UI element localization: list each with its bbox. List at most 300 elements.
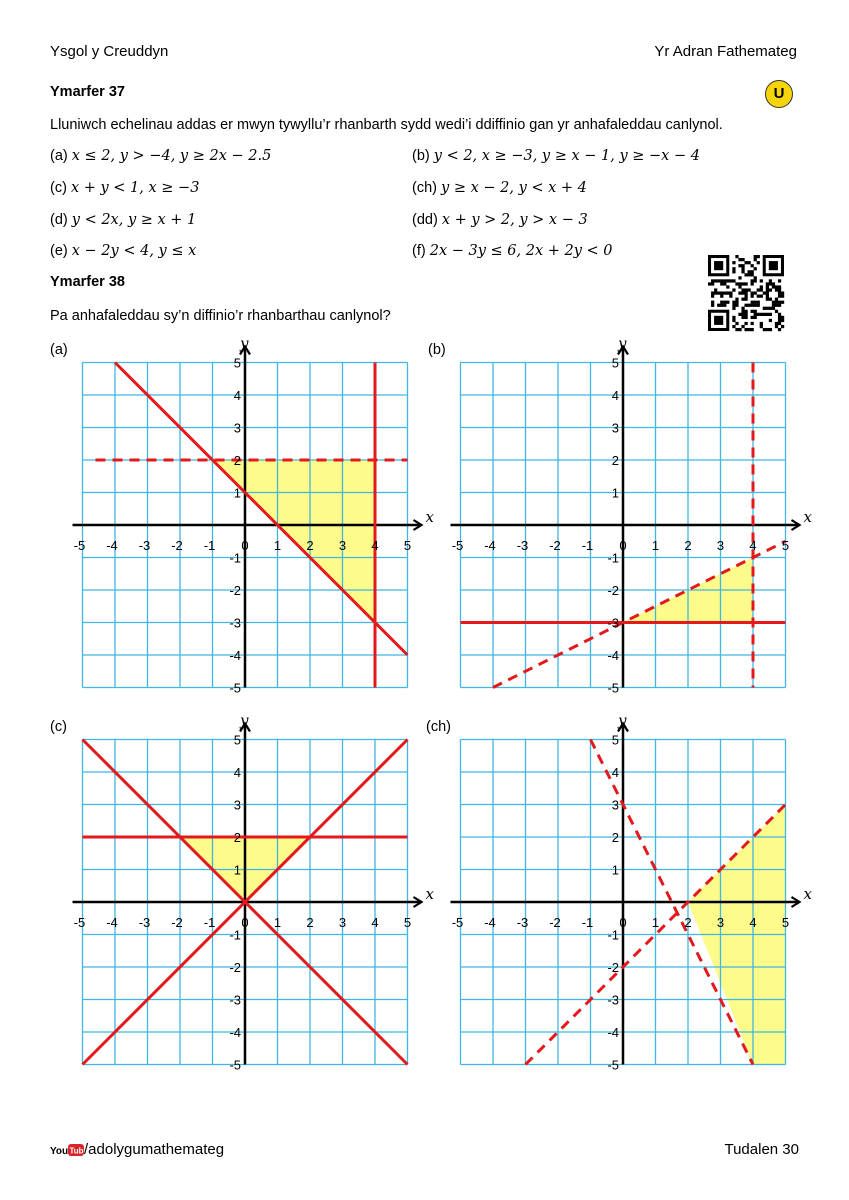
qr-module bbox=[754, 313, 757, 316]
qr-module bbox=[781, 291, 784, 294]
y-axis-title: y bbox=[618, 711, 627, 730]
y-tick-label: 1 bbox=[233, 485, 241, 501]
qr-module bbox=[754, 316, 757, 319]
qr-module bbox=[751, 328, 754, 331]
qr-module bbox=[754, 291, 757, 294]
qr-module bbox=[775, 322, 778, 325]
qr-module bbox=[760, 313, 763, 316]
qr-module bbox=[754, 279, 757, 282]
qr-module bbox=[772, 285, 775, 288]
qr-module bbox=[732, 304, 735, 307]
qr-module bbox=[735, 255, 738, 258]
qr-module bbox=[744, 316, 747, 319]
qr-module bbox=[754, 255, 757, 258]
y-tick-label: -3 bbox=[229, 615, 241, 631]
qr-module bbox=[763, 313, 766, 316]
y-tick-label: 4 bbox=[611, 765, 619, 780]
svg-text:Tube: Tube bbox=[69, 1146, 89, 1156]
x-tick-label: 0 bbox=[241, 538, 249, 553]
y-tick-label: 2 bbox=[233, 830, 241, 845]
qr-module bbox=[735, 304, 738, 307]
qr-module bbox=[717, 279, 720, 282]
x-tick-label: -1 bbox=[581, 538, 594, 553]
y-axis-title: y bbox=[618, 334, 627, 353]
x-tick-label: 1 bbox=[273, 538, 282, 553]
y-tick-label: 4 bbox=[233, 765, 241, 780]
qr-module bbox=[754, 258, 757, 261]
qr-module bbox=[760, 322, 763, 325]
x-tick-label: 1 bbox=[273, 915, 282, 930]
qr-module bbox=[766, 313, 769, 316]
qr-module bbox=[726, 291, 729, 294]
qr-module bbox=[744, 261, 747, 264]
x-tick-label: -5 bbox=[73, 538, 86, 553]
qr-module bbox=[760, 285, 763, 288]
x-tick-label: -1 bbox=[203, 538, 216, 553]
x-tick-label: -2 bbox=[171, 538, 183, 553]
qr-module bbox=[766, 328, 769, 331]
qr-module bbox=[778, 288, 781, 291]
level-badge: U bbox=[765, 80, 793, 108]
graph-c bbox=[50, 711, 434, 1087]
qr-module bbox=[729, 295, 732, 298]
x-tick-label: -4 bbox=[484, 538, 496, 553]
qr-module bbox=[775, 285, 778, 288]
qr-module bbox=[744, 322, 747, 325]
qr-module bbox=[744, 328, 747, 331]
qr-module bbox=[757, 301, 760, 304]
qr-module bbox=[757, 295, 760, 298]
qr-module bbox=[738, 264, 741, 267]
qr-module bbox=[748, 273, 751, 276]
qr-module bbox=[760, 279, 763, 282]
x-tick-label: 5 bbox=[403, 915, 412, 930]
qr-module bbox=[723, 279, 726, 282]
qr-module bbox=[732, 316, 735, 319]
x-tick-label: -4 bbox=[106, 915, 118, 930]
y-tick-label: -2 bbox=[607, 583, 619, 598]
qr-module bbox=[781, 295, 784, 298]
qr-module bbox=[744, 282, 747, 285]
qr-module bbox=[741, 307, 744, 310]
qr-module bbox=[723, 301, 726, 304]
qr-module bbox=[720, 295, 723, 298]
qr-module bbox=[735, 301, 738, 304]
qr-module bbox=[751, 316, 754, 319]
qr-module bbox=[778, 322, 781, 325]
y-tick-label: -4 bbox=[229, 1025, 241, 1040]
youtube-logo-icon bbox=[50, 1142, 89, 1158]
qr-module bbox=[763, 328, 766, 331]
qr-module bbox=[751, 310, 754, 313]
qr-module bbox=[723, 304, 726, 307]
y-tick-label: 1 bbox=[233, 862, 241, 878]
x-tick-label: 3 bbox=[716, 915, 725, 930]
youtube-channel-name[interactable]: /adolygumathemateg bbox=[84, 1141, 225, 1158]
x-tick-label: 0 bbox=[241, 915, 249, 930]
x-tick-label: -2 bbox=[549, 915, 561, 930]
qr-module bbox=[723, 282, 726, 285]
x-tick-label: -3 bbox=[138, 915, 151, 930]
qr-module bbox=[781, 316, 784, 319]
qr-module bbox=[766, 307, 769, 310]
qr-module bbox=[778, 328, 781, 331]
x-tick-label: 4 bbox=[371, 915, 379, 930]
qr-module bbox=[754, 276, 757, 279]
exercise-37-instruction: Lluniwch echelinau addas er mwyn tywyllu’r rhanbarth sydd wedi’i ddiffinio gan yr anhafaleddau canlynol. bbox=[50, 117, 723, 133]
y-tick-label: -5 bbox=[229, 1057, 241, 1073]
qr-module bbox=[751, 322, 754, 325]
x-axis-title: x bbox=[425, 885, 434, 903]
qr-module bbox=[738, 285, 741, 288]
qr-module bbox=[732, 288, 735, 291]
y-tick-label: -3 bbox=[607, 615, 619, 631]
qr-finder-core bbox=[714, 261, 723, 270]
qr-module bbox=[778, 313, 781, 316]
qr-module bbox=[744, 298, 747, 301]
x-tick-label: 3 bbox=[338, 915, 347, 930]
y-tick-label: 3 bbox=[611, 797, 619, 813]
ex37-item-a: (a) x ≤ 2, y > −4, y ≥ 2x − 2.5 bbox=[50, 148, 272, 164]
qr-module bbox=[744, 291, 747, 294]
x-tick-label: -3 bbox=[516, 915, 529, 930]
qr-module bbox=[714, 279, 717, 282]
qr-module bbox=[726, 285, 729, 288]
qr-module bbox=[772, 282, 775, 285]
qr-module bbox=[766, 298, 769, 301]
qr-module bbox=[751, 291, 754, 294]
graph-b bbox=[425, 334, 812, 710]
qr-module bbox=[763, 307, 766, 310]
qr-module bbox=[757, 304, 760, 307]
qr-module bbox=[751, 301, 754, 304]
y-tick-label: 5 bbox=[233, 355, 241, 371]
qr-module bbox=[741, 267, 744, 270]
y-tick-label: -3 bbox=[229, 992, 241, 1008]
x-tick-label: 5 bbox=[781, 915, 790, 930]
x-tick-label: 0 bbox=[619, 538, 627, 553]
qr-module bbox=[723, 291, 726, 294]
qr-module bbox=[751, 304, 754, 307]
qr-module bbox=[775, 304, 778, 307]
qr-module bbox=[778, 304, 781, 307]
x-tick-label: 1 bbox=[651, 915, 660, 930]
y-tick-label: 2 bbox=[611, 830, 619, 845]
qr-module bbox=[748, 328, 751, 331]
qr-module bbox=[778, 316, 781, 319]
x-tick-label: 2 bbox=[684, 915, 692, 930]
ex37-item-d: (d) y < 2x, y ≥ x + 1 bbox=[50, 212, 197, 228]
graph-c-label: (c) bbox=[50, 719, 67, 735]
qr-module bbox=[738, 282, 741, 285]
qr-module bbox=[735, 298, 738, 301]
qr-module bbox=[778, 279, 781, 282]
y-tick-label: 4 bbox=[611, 388, 619, 403]
x-tick-label: 0 bbox=[619, 915, 627, 930]
y-tick-label: -2 bbox=[229, 960, 241, 975]
qr-module bbox=[778, 301, 781, 304]
qr-finder-core bbox=[714, 316, 723, 325]
qr-module bbox=[748, 270, 751, 273]
qr-module bbox=[760, 295, 763, 298]
qr-module bbox=[744, 310, 747, 313]
qr-module bbox=[735, 322, 738, 325]
qr-module bbox=[772, 307, 775, 310]
qr-module bbox=[751, 273, 754, 276]
department-name: Yr Adran Fathemateg bbox=[654, 43, 797, 60]
y-tick-label: 3 bbox=[233, 797, 241, 813]
y-tick-label: -5 bbox=[607, 1057, 619, 1073]
x-tick-label: 5 bbox=[403, 538, 412, 553]
x-tick-label: -3 bbox=[138, 538, 151, 553]
qr-module bbox=[720, 291, 723, 294]
graph-b-label: (b) bbox=[428, 342, 446, 358]
ex37-item-f: (f) 2x − 3y ≤ 6, 2x + 2y < 0 bbox=[412, 243, 613, 259]
qr-module bbox=[735, 328, 738, 331]
qr-module bbox=[711, 282, 714, 285]
y-tick-label: 5 bbox=[611, 732, 619, 748]
qr-module bbox=[744, 273, 747, 276]
graph-a bbox=[50, 334, 434, 710]
y-tick-label: -1 bbox=[229, 927, 241, 943]
y-tick-label: 5 bbox=[611, 355, 619, 371]
qr-module bbox=[738, 313, 741, 316]
qr-module bbox=[754, 267, 757, 270]
qr-module bbox=[754, 310, 757, 313]
qr-module bbox=[757, 288, 760, 291]
y-tick-label: -2 bbox=[607, 960, 619, 975]
school-name: Ysgol y Creuddyn bbox=[50, 43, 169, 60]
graph-a-label: (a) bbox=[50, 342, 68, 358]
qr-module bbox=[741, 310, 744, 313]
x-tick-label: -5 bbox=[73, 915, 86, 930]
y-tick-label: -4 bbox=[607, 648, 619, 663]
qr-module bbox=[744, 304, 747, 307]
qr-module bbox=[729, 279, 732, 282]
y-tick-label: -1 bbox=[607, 550, 619, 566]
qr-module bbox=[769, 328, 772, 331]
x-tick-label: -1 bbox=[203, 915, 216, 930]
qr-module bbox=[744, 313, 747, 316]
y-tick-label: -1 bbox=[607, 927, 619, 943]
qr-module bbox=[778, 291, 781, 294]
qr-module bbox=[760, 288, 763, 291]
qr-module bbox=[741, 313, 744, 316]
qr-module bbox=[711, 291, 714, 294]
qr-module bbox=[741, 264, 744, 267]
qr-module bbox=[720, 279, 723, 282]
x-tick-label: 2 bbox=[306, 538, 314, 553]
x-tick-label: -3 bbox=[516, 538, 529, 553]
x-tick-label: 1 bbox=[651, 538, 660, 553]
qr-module bbox=[751, 264, 754, 267]
qr-module bbox=[751, 279, 754, 282]
qr-module bbox=[741, 291, 744, 294]
y-tick-label: 1 bbox=[611, 485, 619, 501]
ex37-item-ch: (ch) y ≥ x − 2, y < x + 4 bbox=[412, 180, 587, 196]
x-tick-label: -4 bbox=[484, 915, 496, 930]
x-tick-label: -4 bbox=[106, 538, 118, 553]
x-tick-label: -2 bbox=[171, 915, 183, 930]
qr-module bbox=[732, 267, 735, 270]
qr-module bbox=[769, 288, 772, 291]
qr-module bbox=[729, 291, 732, 294]
ex37-item-c: (c) x + y < 1, x ≥ −3 bbox=[50, 180, 200, 196]
qr-module bbox=[741, 316, 744, 319]
y-tick-label: 2 bbox=[233, 453, 241, 468]
qr-module bbox=[778, 285, 781, 288]
qr-module bbox=[711, 301, 714, 304]
qr-module bbox=[726, 279, 729, 282]
x-tick-label: 3 bbox=[338, 538, 347, 553]
qr-module bbox=[766, 282, 769, 285]
qr-module bbox=[772, 301, 775, 304]
qr-module bbox=[738, 291, 741, 294]
qr-module bbox=[732, 270, 735, 273]
qr-module bbox=[748, 288, 751, 291]
exercise-38-question: Pa anhafaleddau sy’n diffinio’r rhanbarthau canlynol? bbox=[50, 308, 391, 324]
x-tick-label: 4 bbox=[371, 538, 379, 553]
qr-module bbox=[775, 310, 778, 313]
x-tick-label: -2 bbox=[549, 538, 561, 553]
x-tick-label: -1 bbox=[581, 915, 594, 930]
qr-module bbox=[732, 319, 735, 322]
y-tick-label: 2 bbox=[611, 453, 619, 468]
qr-module bbox=[772, 304, 775, 307]
qr-module bbox=[778, 295, 781, 298]
qr-module bbox=[720, 301, 723, 304]
x-axis-title: x bbox=[425, 508, 434, 526]
qr-module bbox=[711, 279, 714, 282]
exercise-37-title: Ymarfer 37 bbox=[50, 84, 125, 100]
qr-module bbox=[775, 288, 778, 291]
graph-ch-label: (ch) bbox=[426, 719, 451, 735]
qr-module bbox=[769, 319, 772, 322]
qr-module bbox=[741, 282, 744, 285]
qr-code[interactable] bbox=[708, 255, 784, 331]
graph-ch bbox=[425, 711, 812, 1087]
qr-module bbox=[781, 301, 784, 304]
svg-text:You: You bbox=[50, 1146, 69, 1158]
page-number: Tudalen 30 bbox=[724, 1141, 799, 1158]
qr-module bbox=[732, 301, 735, 304]
qr-module bbox=[769, 282, 772, 285]
qr-module bbox=[717, 291, 720, 294]
qr-module bbox=[714, 291, 717, 294]
qr-module bbox=[720, 282, 723, 285]
qr-module bbox=[741, 258, 744, 261]
y-tick-label: -5 bbox=[607, 680, 619, 696]
qr-module bbox=[757, 313, 760, 316]
exercise-38-title: Ymarfer 38 bbox=[50, 274, 125, 290]
qr-module bbox=[766, 285, 769, 288]
qr-module bbox=[778, 319, 781, 322]
qr-module bbox=[720, 304, 723, 307]
qr-module bbox=[763, 291, 766, 294]
qr-module bbox=[741, 298, 744, 301]
y-tick-label: 3 bbox=[611, 420, 619, 436]
qr-module bbox=[781, 319, 784, 322]
qr-module bbox=[760, 325, 763, 328]
qr-module bbox=[732, 261, 735, 264]
y-tick-label: -4 bbox=[229, 648, 241, 663]
qr-module bbox=[741, 288, 744, 291]
x-tick-label: -5 bbox=[451, 915, 464, 930]
qr-module bbox=[748, 304, 751, 307]
qr-module bbox=[738, 328, 741, 331]
qr-module bbox=[769, 279, 772, 282]
qr-module bbox=[769, 313, 772, 316]
x-tick-label: -5 bbox=[451, 538, 464, 553]
qr-module bbox=[754, 301, 757, 304]
y-tick-label: -4 bbox=[607, 1025, 619, 1040]
qr-module bbox=[708, 282, 711, 285]
y-axis-title: y bbox=[240, 711, 249, 730]
y-tick-label: 5 bbox=[233, 732, 241, 748]
qr-module bbox=[711, 304, 714, 307]
x-tick-label: 2 bbox=[306, 915, 314, 930]
qr-module bbox=[757, 261, 760, 264]
qr-module bbox=[711, 295, 714, 298]
y-tick-label: -2 bbox=[229, 583, 241, 598]
qr-module bbox=[751, 282, 754, 285]
x-axis-title: x bbox=[803, 885, 812, 903]
x-tick-label: 4 bbox=[749, 538, 757, 553]
qr-module bbox=[757, 255, 760, 258]
x-axis-title: x bbox=[803, 508, 812, 526]
y-tick-label: -1 bbox=[229, 550, 241, 566]
qr-module bbox=[714, 288, 717, 291]
qr-module bbox=[754, 304, 757, 307]
qr-module bbox=[766, 288, 769, 291]
qr-module bbox=[751, 270, 754, 273]
y-axis-title: y bbox=[240, 334, 249, 353]
qr-module bbox=[744, 295, 747, 298]
youtube-channel-link[interactable] bbox=[50, 1141, 224, 1158]
qr-module bbox=[726, 301, 729, 304]
qr-module bbox=[769, 307, 772, 310]
y-tick-label: -3 bbox=[607, 992, 619, 1008]
ex37-item-e: (e) x − 2y < 4, y ≤ x bbox=[50, 243, 197, 259]
ex37-item-b: (b) y < 2, x ≥ −3, y ≥ x − 1, y ≥ −x − 4 bbox=[412, 148, 700, 164]
qr-module bbox=[766, 291, 769, 294]
x-tick-label: 5 bbox=[781, 538, 790, 553]
qr-module bbox=[769, 298, 772, 301]
ex37-item-dd: (dd) x + y > 2, y > x − 3 bbox=[412, 212, 588, 228]
qr-module bbox=[732, 279, 735, 282]
qr-module bbox=[775, 325, 778, 328]
qr-module bbox=[781, 325, 784, 328]
qr-finder-core bbox=[769, 261, 778, 270]
qr-module bbox=[738, 276, 741, 279]
qr-module bbox=[744, 288, 747, 291]
qr-module bbox=[738, 258, 741, 261]
qr-module bbox=[717, 304, 720, 307]
y-tick-label: 1 bbox=[611, 862, 619, 878]
x-tick-label: 3 bbox=[716, 538, 725, 553]
qr-module bbox=[735, 282, 738, 285]
qr-module bbox=[775, 301, 778, 304]
qr-module bbox=[741, 325, 744, 328]
qr-module bbox=[741, 270, 744, 273]
y-tick-label: -5 bbox=[229, 680, 241, 696]
x-tick-label: 4 bbox=[749, 915, 757, 930]
qr-module bbox=[732, 325, 735, 328]
qr-module bbox=[748, 261, 751, 264]
y-tick-label: 4 bbox=[233, 388, 241, 403]
y-tick-label: 3 bbox=[233, 420, 241, 436]
qr-module bbox=[775, 298, 778, 301]
